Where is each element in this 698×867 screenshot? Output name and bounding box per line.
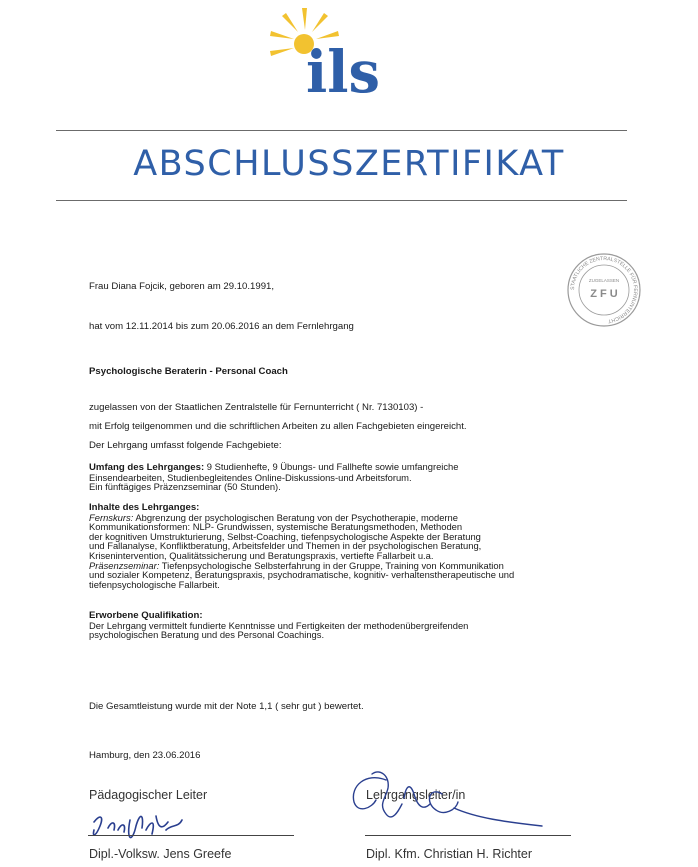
right-signature [346, 764, 546, 834]
zfu-stamp [566, 252, 642, 328]
ils-logo [268, 6, 384, 98]
scope-text: 9 Studienhefte, 9 Übungs- und Fallhefte sowie umfangreiche [206, 461, 459, 472]
stamp-outer-text: STAATLICHE ZENTRALSTELLE FÜR FERNUNTERRICHT [569, 255, 639, 324]
remote-text: Abgrenzung der psychologischen Beratung von der Psychotherapie, moderne [135, 511, 458, 523]
subjects-intro: Der Lehrgang umfasst folgende Fachgebiete: [89, 440, 282, 451]
bottom-rule [56, 200, 627, 201]
period-line: hat vom 12.11.2014 bis zum 20.06.2016 an dem Fernlehrgang [89, 321, 354, 332]
qualification-block [89, 611, 629, 640]
right-signer-role: Lehrgangsleiter/in [366, 788, 466, 802]
seminar-line: und sozialer Kompetenz, Beratungspraxis, psychodramatische, kognitiv- verhaltenstherapeutische und [89, 569, 515, 581]
logo-text: ils [306, 38, 380, 98]
right-signature-line [365, 835, 571, 836]
remote-line: der kognitiven Umstrukturierung, Selbst-Coaching, tiefenpsychologische Aspekte der Beratung [89, 530, 481, 542]
remote-line: Kommunikationsformen: NLP- Grundwissen, systemische Beratungsmethoden, Methoden [89, 521, 463, 533]
remote-label: Fernskurs: [89, 511, 134, 523]
approval-line: zugelassen von der Staatlichen Zentralstelle für Fernunterricht ( Nr. 7130103) - [89, 402, 424, 413]
left-signer-name: Dipl.-Volksw. Jens Greefe [89, 847, 232, 861]
qualification-line: psychologischen Beratung und des Personal Coachings. [89, 629, 325, 641]
course-name: Psychologische Beraterin - Personal Coach [89, 366, 288, 377]
scope-line2: Einsendearbeiten, Studienbegleitendes Online-Diskussions-und Arbeitsforum. [89, 471, 412, 483]
seminar-line: tiefenpsychologische Fallarbeit. [89, 578, 220, 590]
seminar-text: Tiefenpsychologische Selbsterfahrung in der Gruppe, Training von Kommunikation [161, 559, 504, 571]
right-signer-name: Dipl. Kfm. Christian H. Richter [366, 847, 533, 861]
contents-block [89, 503, 629, 589]
qualification-heading: Erworbene Qualifikation: [89, 610, 203, 621]
stamp-middle-text: ZUGELASSEN [588, 278, 620, 283]
left-signature [86, 800, 196, 848]
stamp-letters: Z F U [590, 288, 618, 300]
participation-line: mit Erfolg teilgenommen und die schriftlichen Arbeiten zu allen Fachgebieten eingereicht. [89, 421, 467, 432]
seminar-label: Präsenzseminar: [89, 559, 160, 571]
scope-label: Umfang des Lehrganges: [89, 462, 205, 473]
scope-line3: Ein fünftägiges Präzenzseminar (50 Stunden). [89, 481, 281, 493]
contents-heading: Inhalte des Lehrganges: [89, 502, 200, 513]
grade-line: Die Gesamtleistung wurde mit der Note 1,1 ( sehr gut ) bewertet. [89, 701, 364, 712]
certificate-title: ABSCHLUSSZERTIFIKAT [133, 144, 565, 184]
scope-block [89, 462, 629, 492]
place-date: Hamburg, den 23.06.2016 [89, 750, 201, 761]
qualification-line: Der Lehrgang vermittelt fundierte Kenntnisse und Fertigkeiten der methodenübergreifenden [89, 619, 469, 631]
recipient-line: Frau Diana Fojcik, geboren am 29.10.1991, [89, 281, 275, 292]
remote-line: und Fallanalyse, Konfliktberatung, Arbeitsfelder und Themen in der psychologischen Beratung, [89, 540, 482, 552]
top-rule [56, 130, 627, 131]
remote-line: Krisenintervention, Qualitätssicherung und Beratungspraxis, vertiefte Fallarbeit u.a. [89, 549, 434, 561]
left-signer-role: Pädagogischer Leiter [89, 788, 208, 802]
left-signature-line [88, 835, 294, 836]
